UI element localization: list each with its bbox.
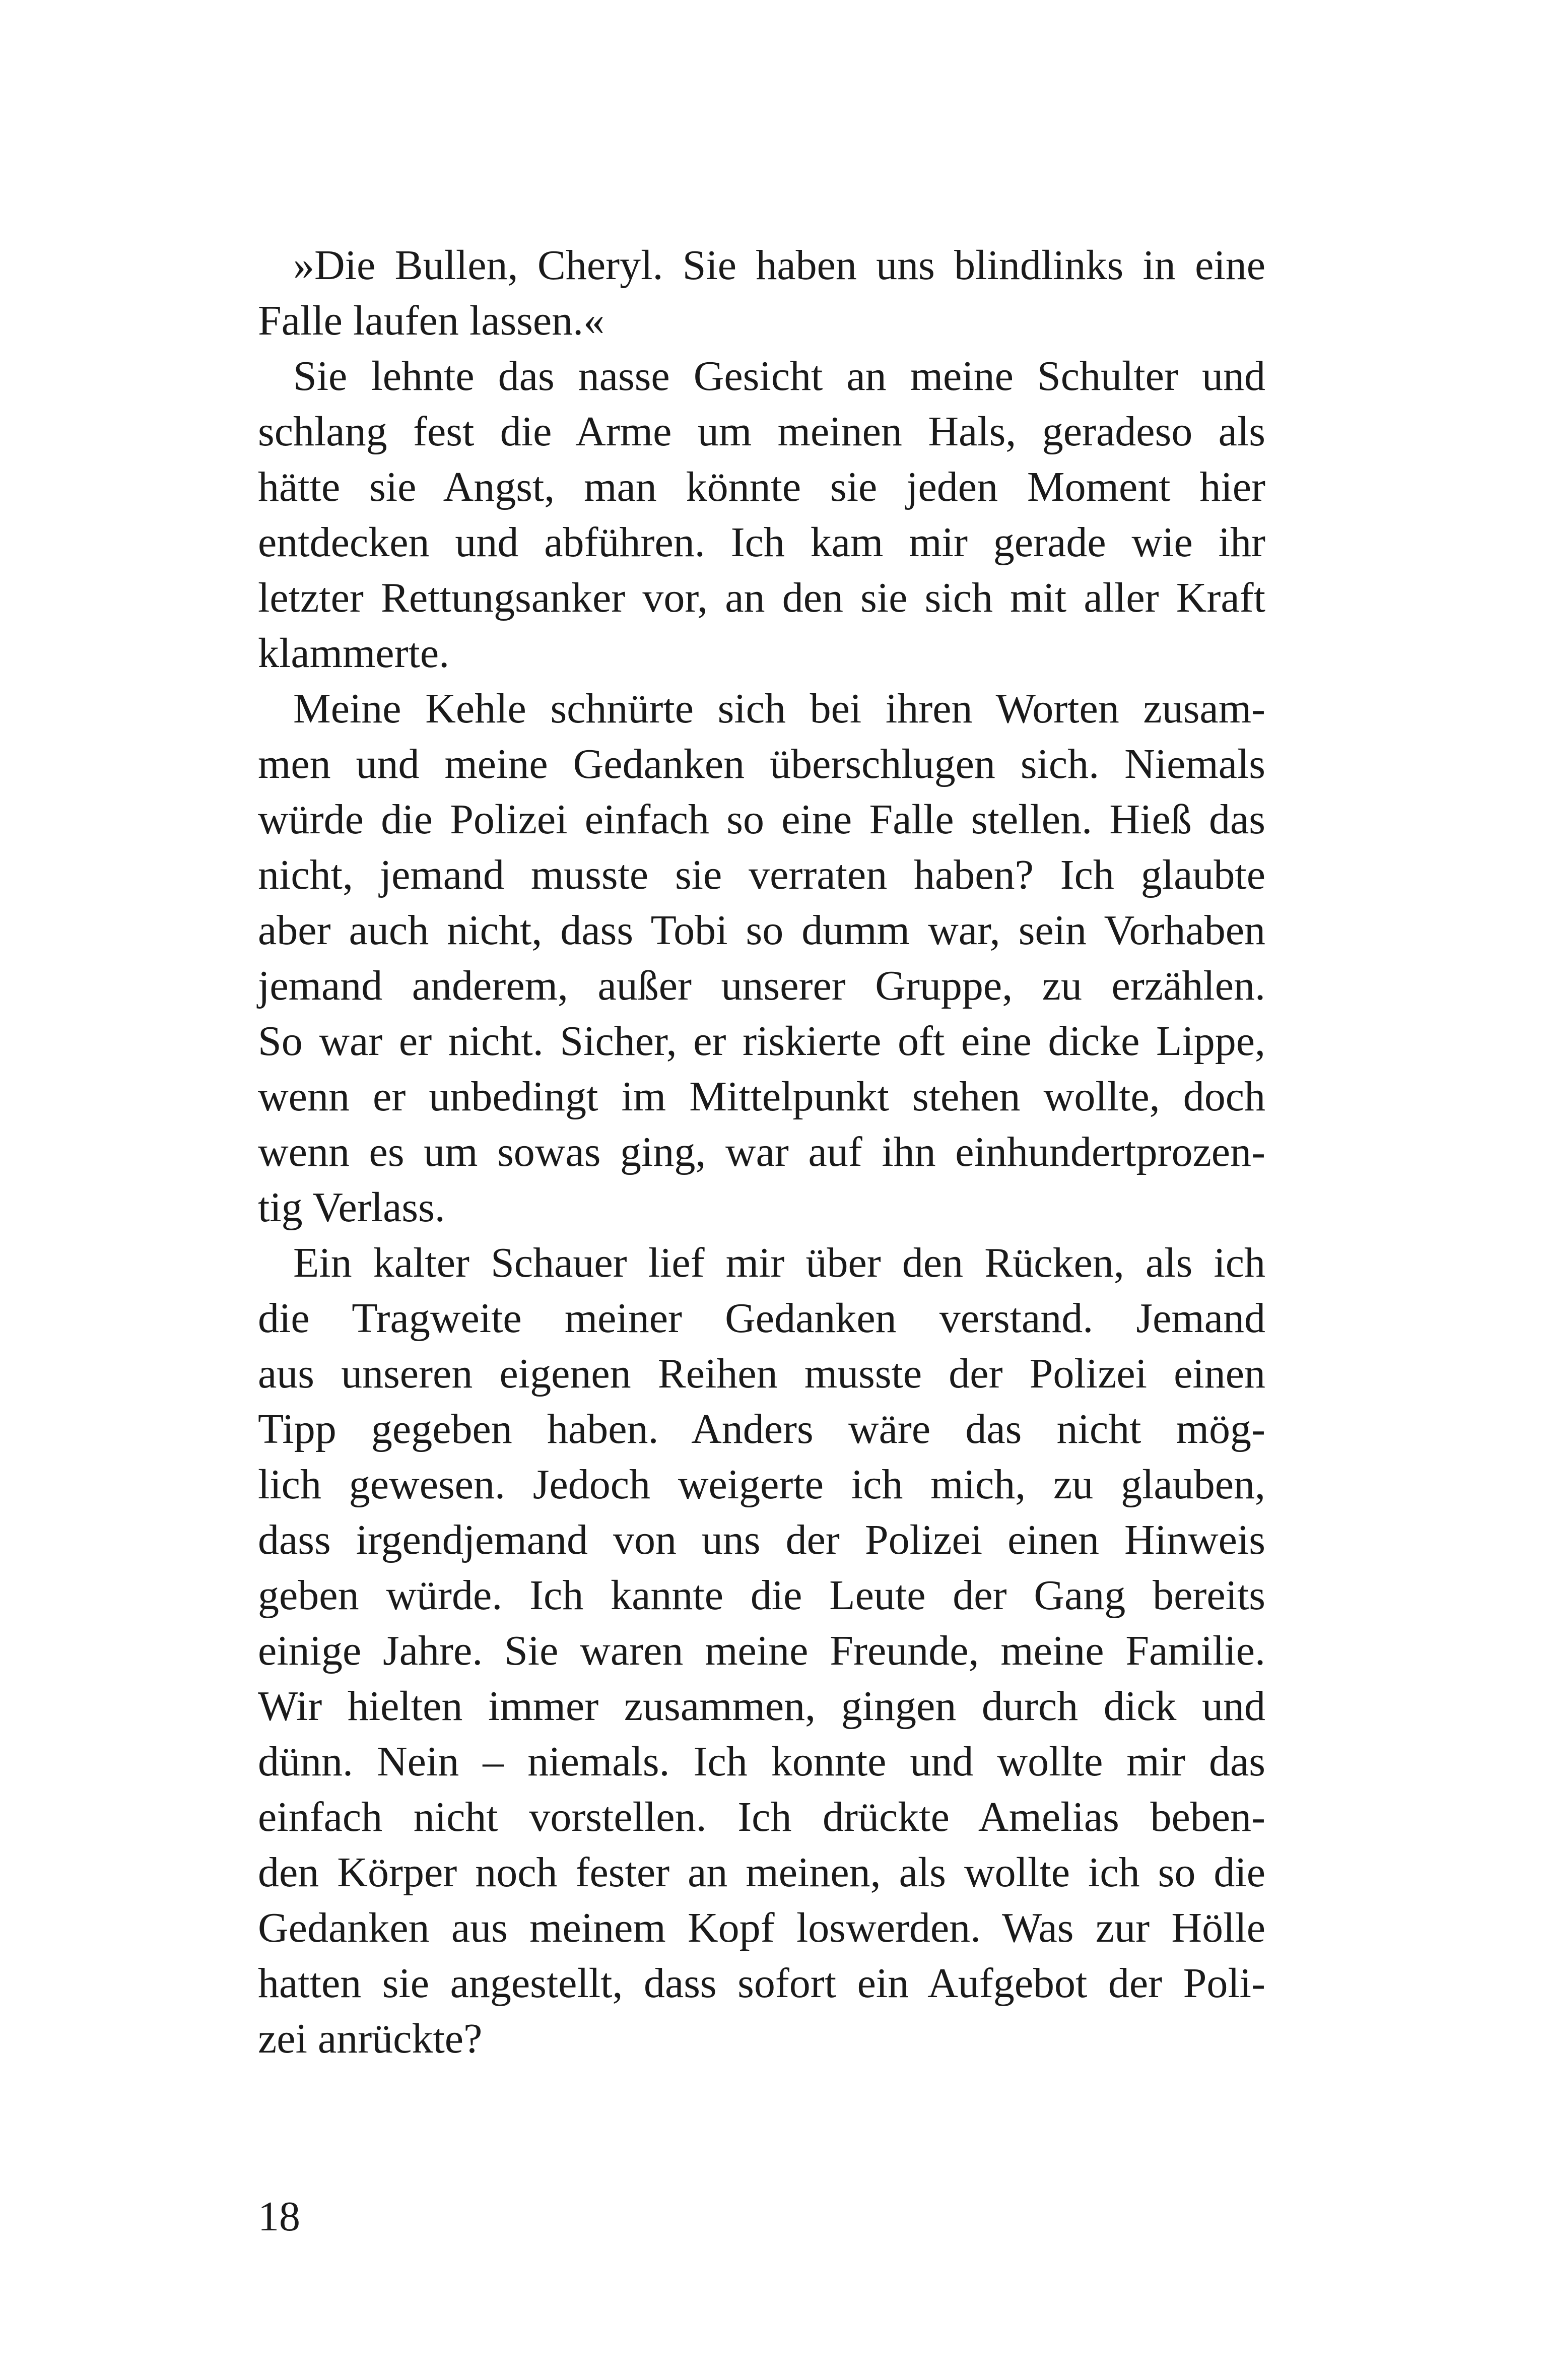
text-line: Tipp gegeben haben. Anders wäre das nicht mög- <box>258 1406 1265 1452</box>
text-line: Falle laufen lassen.« <box>258 297 605 344</box>
text-line: zei anrückte? <box>258 2015 483 2062</box>
text-line: aus unseren eigenen Reihen musste der Polizei einen <box>258 1350 1265 1397</box>
text-line: würde die Polizei einfach so eine Falle stellen. Hieß das <box>258 796 1265 843</box>
text-line: wenn es um sowas ging, war auf ihn einhundertprozen- <box>258 1129 1265 1175</box>
text-line: Meine Kehle schnürte sich bei ihren Worten zusam- <box>293 685 1265 732</box>
text-line: einige Jahre. Sie waren meine Freunde, meine Familie. <box>258 1627 1265 1674</box>
text-line: hätte sie Angst, man könnte sie jeden Moment hier <box>258 464 1265 510</box>
text-line: dünn. Nein – niemals. Ich konnte und wollte mir das <box>258 1738 1265 1785</box>
text-line: Gedanken aus meinem Kopf loswerden. Was zur Hölle <box>258 1904 1265 1951</box>
text-line: einfach nicht vorstellen. Ich drückte Amelias beben- <box>258 1794 1265 1840</box>
text-line: Ein kalter Schauer lief mir über den Rücken, als ich <box>293 1239 1265 1286</box>
text-line: den Körper noch fester an meinen, als wollte ich so die <box>258 1849 1265 1896</box>
text-line: men und meine Gedanken überschlugen sich. Niemals <box>258 741 1265 787</box>
text-line: hatten sie angestellt, dass sofort ein Aufgebot der Poli- <box>258 1960 1265 2007</box>
text-line: lich gewesen. Jedoch weigerte ich mich, zu glauben, <box>258 1461 1265 1508</box>
text-line: Sie lehnte das nasse Gesicht an meine Schulter und <box>293 353 1265 400</box>
page-number: 18 <box>258 2193 300 2240</box>
text-line: So war er nicht. Sicher, er riskierte oft eine dicke Lippe, <box>258 1018 1265 1065</box>
text-line: wenn er unbedingt im Mittelpunkt stehen wollte, doch <box>258 1073 1265 1120</box>
text-line: jemand anderem, außer unserer Gruppe, zu erzählen. <box>258 962 1265 1009</box>
text-line: »Die Bullen, Cheryl. Sie haben uns blindlinks in eine <box>293 242 1265 289</box>
text-line: tig Verlass. <box>258 1184 445 1231</box>
text-line: schlang fest die Arme um meinen Hals, geradeso als <box>258 408 1265 455</box>
text-line: dass irgendjemand von uns der Polizei einen Hinweis <box>258 1516 1265 1563</box>
text-line: nicht, jemand musste sie verraten haben? Ich glaubte <box>258 851 1265 898</box>
body-text <box>258 238 1265 2067</box>
text-line: die Tragweite meiner Gedanken verstand. Jemand <box>258 1295 1265 1342</box>
text-line: aber auch nicht, dass Tobi so dumm war, sein Vorhaben <box>258 907 1265 954</box>
text-line: entdecken und abführen. Ich kam mir gerade wie ihr <box>258 519 1265 566</box>
text-line: Wir hielten immer zusammen, gingen durch dick und <box>258 1683 1265 1730</box>
text-line: letzter Rettungsanker vor, an den sie sich mit aller Kraft <box>258 574 1265 621</box>
text-line: geben würde. Ich kannte die Leute der Gang bereits <box>258 1572 1265 1619</box>
text-line: klammerte. <box>258 630 450 677</box>
